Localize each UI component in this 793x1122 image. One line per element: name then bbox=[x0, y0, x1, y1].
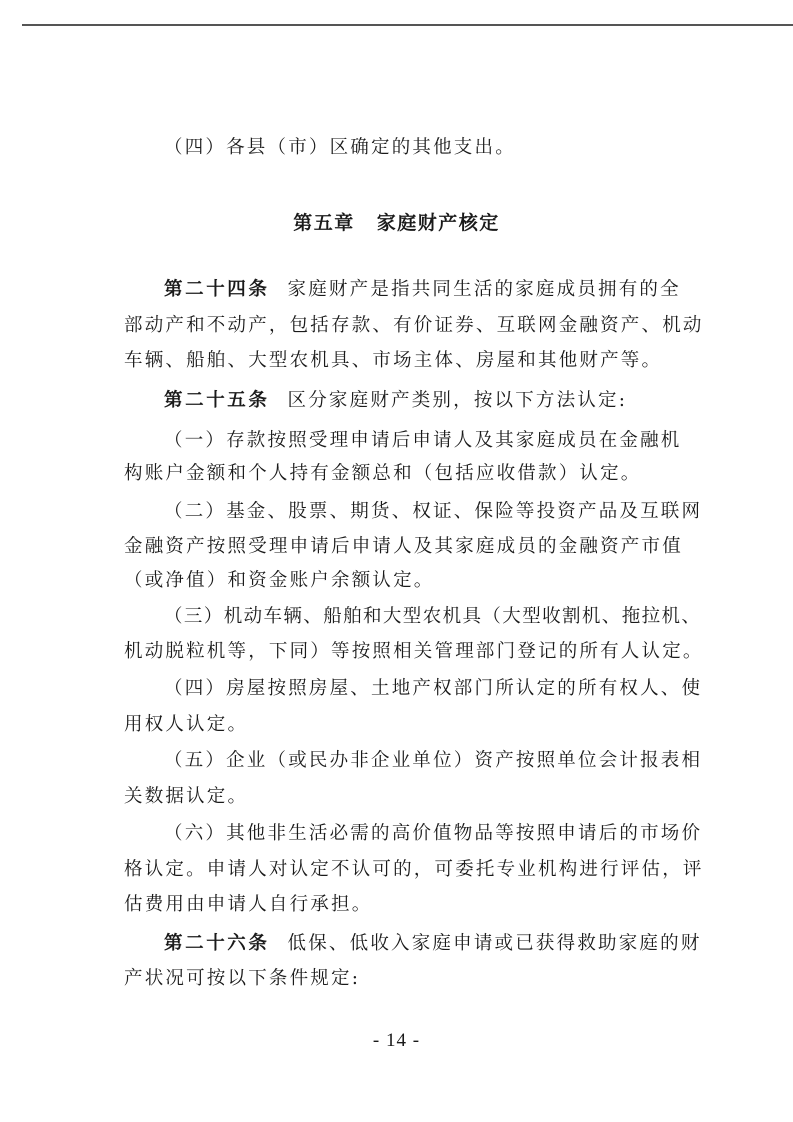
text-line: 估费用由申请人自行承担。 bbox=[124, 894, 373, 915]
text-line: 金融资产按照受理申请后申请人及其家庭成员的金融资产市值 bbox=[124, 536, 683, 557]
text-line: 机动脱粒机等，下同）等按照相关管理部门登记的所有人认定。 bbox=[124, 641, 704, 662]
text-line: （二）基金、股票、期货、权证、保险等投资产品及互联网 bbox=[164, 501, 703, 522]
text-line: （五）企业（或民办非企业单位）资产按照单位会计报表相 bbox=[164, 750, 703, 771]
scan-edge-line bbox=[22, 24, 793, 26]
text-line: 产状况可按以下条件规定: bbox=[124, 968, 361, 989]
text-line: （四）各县（市）区确定的其他支出。 bbox=[164, 137, 516, 158]
chapter-name: 家庭财产核定 bbox=[376, 212, 500, 234]
article-number: 第二十四条 bbox=[164, 279, 270, 300]
text-line: （四）房屋按照房屋、土地产权部门所认定的所有权人、使 bbox=[164, 678, 703, 699]
article-text: 家庭财产是指共同生活的家庭成员拥有的全 bbox=[287, 279, 681, 300]
text-line: 部动产和不动产，包括存款、有价证券、互联网金融资产、机动 bbox=[124, 315, 704, 336]
chapter-title bbox=[0, 208, 793, 235]
text-line: 格认定。申请人对认定不认可的，可委托专业机构进行评估，评 bbox=[124, 859, 704, 880]
text-line: 构账户金额和个人持有金额总和（包括应收借款）认定。 bbox=[124, 463, 642, 484]
article-25 bbox=[164, 392, 704, 411]
text-line: 关数据认定。 bbox=[124, 786, 249, 807]
page-number: - 14 - bbox=[372, 1030, 421, 1051]
article-text: 区分家庭财产类别，按以下方法认定: bbox=[287, 390, 628, 411]
text-line: （一）存款按照受理申请后申请人及其家庭成员在金融机 bbox=[164, 430, 682, 451]
article-26 bbox=[164, 935, 704, 954]
text-line: 用权人认定。 bbox=[124, 714, 249, 735]
article-text: 低保、低收入家庭申请或已获得救助家庭的财 bbox=[287, 933, 702, 954]
article-number: 第二十六条 bbox=[164, 933, 270, 954]
text-line: （或净值）和资金账户余额认定。 bbox=[124, 570, 435, 591]
article-24 bbox=[164, 281, 704, 300]
text-line: （三）机动车辆、船舶和大型农机具（大型收割机、拖拉机、 bbox=[164, 606, 702, 627]
article-number: 第二十五条 bbox=[164, 390, 270, 411]
text-line: 车辆、船舶、大型农机具、市场主体、房屋和其他财产等。 bbox=[124, 350, 663, 371]
text-line: （六）其他非生活必需的高价值物品等按照申请后的市场价 bbox=[164, 823, 703, 844]
chapter-number: 第五章 bbox=[293, 212, 355, 234]
